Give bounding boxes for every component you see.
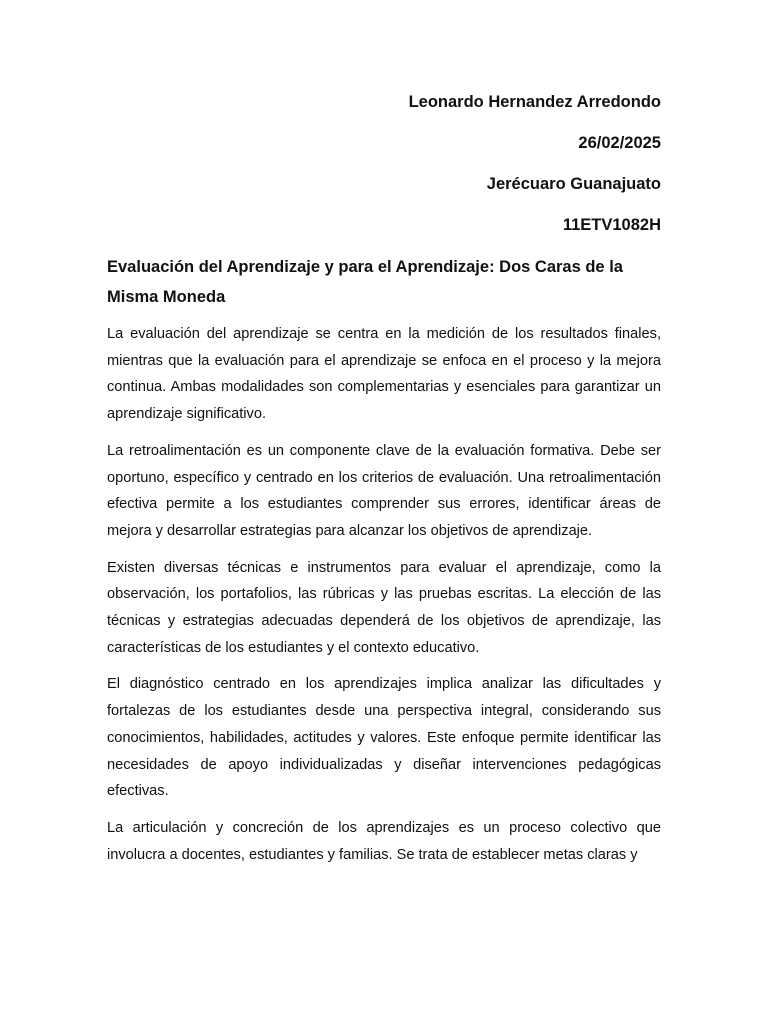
paragraph: El diagnóstico centrado en los aprendizajes implica analizar las dificultades y fortalezas de los estudiantes desde una perspectiva integral, considerando sus conocimientos, habilidades, actitudes y valores. Este enfoque permite identificar las necesidades de apoyo individualizadas y diseñar intervenciones pedagógicas efectivas. — [107, 676, 661, 800]
location: Jerécuaro Guanajuato — [486, 175, 661, 193]
document-title: Evaluación del Aprendizaje y para el Aprendizaje: Dos Caras de la Misma Moneda — [107, 258, 623, 306]
paragraph: La evaluación del aprendizaje se centra en la medición de los resultados finales, mientras que la evaluación para el aprendizaje se enfoca en el proceso y la mejora continua. Ambas modalidades son complementarias y esenciales para garantizar un aprendizaje significativo. — [107, 326, 661, 423]
paragraph: Existen diversas técnicas e instrumentos para evaluar el aprendizaje, como la observación, los portafolios, las rúbricas y las pruebas escritas. La elección de las técnicas y estrategias adecuadas dependerá de los objetivos de aprendizaje, las características de los estudiantes y el contexto educativo. — [107, 559, 661, 656]
document-page — [107, 88, 661, 878]
paragraph: La articulación y concreción de los aprendizajes es un proceso colectivo que involucra a docentes, estudiantes y familias. Se trata de establecer metas claras y — [107, 819, 661, 863]
paragraph: La retroalimentación es un componente clave de la evaluación formativa. Debe ser oportuno, específico y centrado en los criterios de evaluación. Una retroalimentación efectiva permite a los estudiantes comprender sus errores, identificar áreas de mejora y desarrollar estrategias para alcanzar los objetivos de aprendizaje. — [107, 442, 661, 539]
school-code: 11ETV1082H — [562, 216, 661, 234]
document-date: 26/02/2025 — [578, 134, 661, 152]
author-name: Leonardo Hernandez Arredondo — [408, 93, 661, 111]
